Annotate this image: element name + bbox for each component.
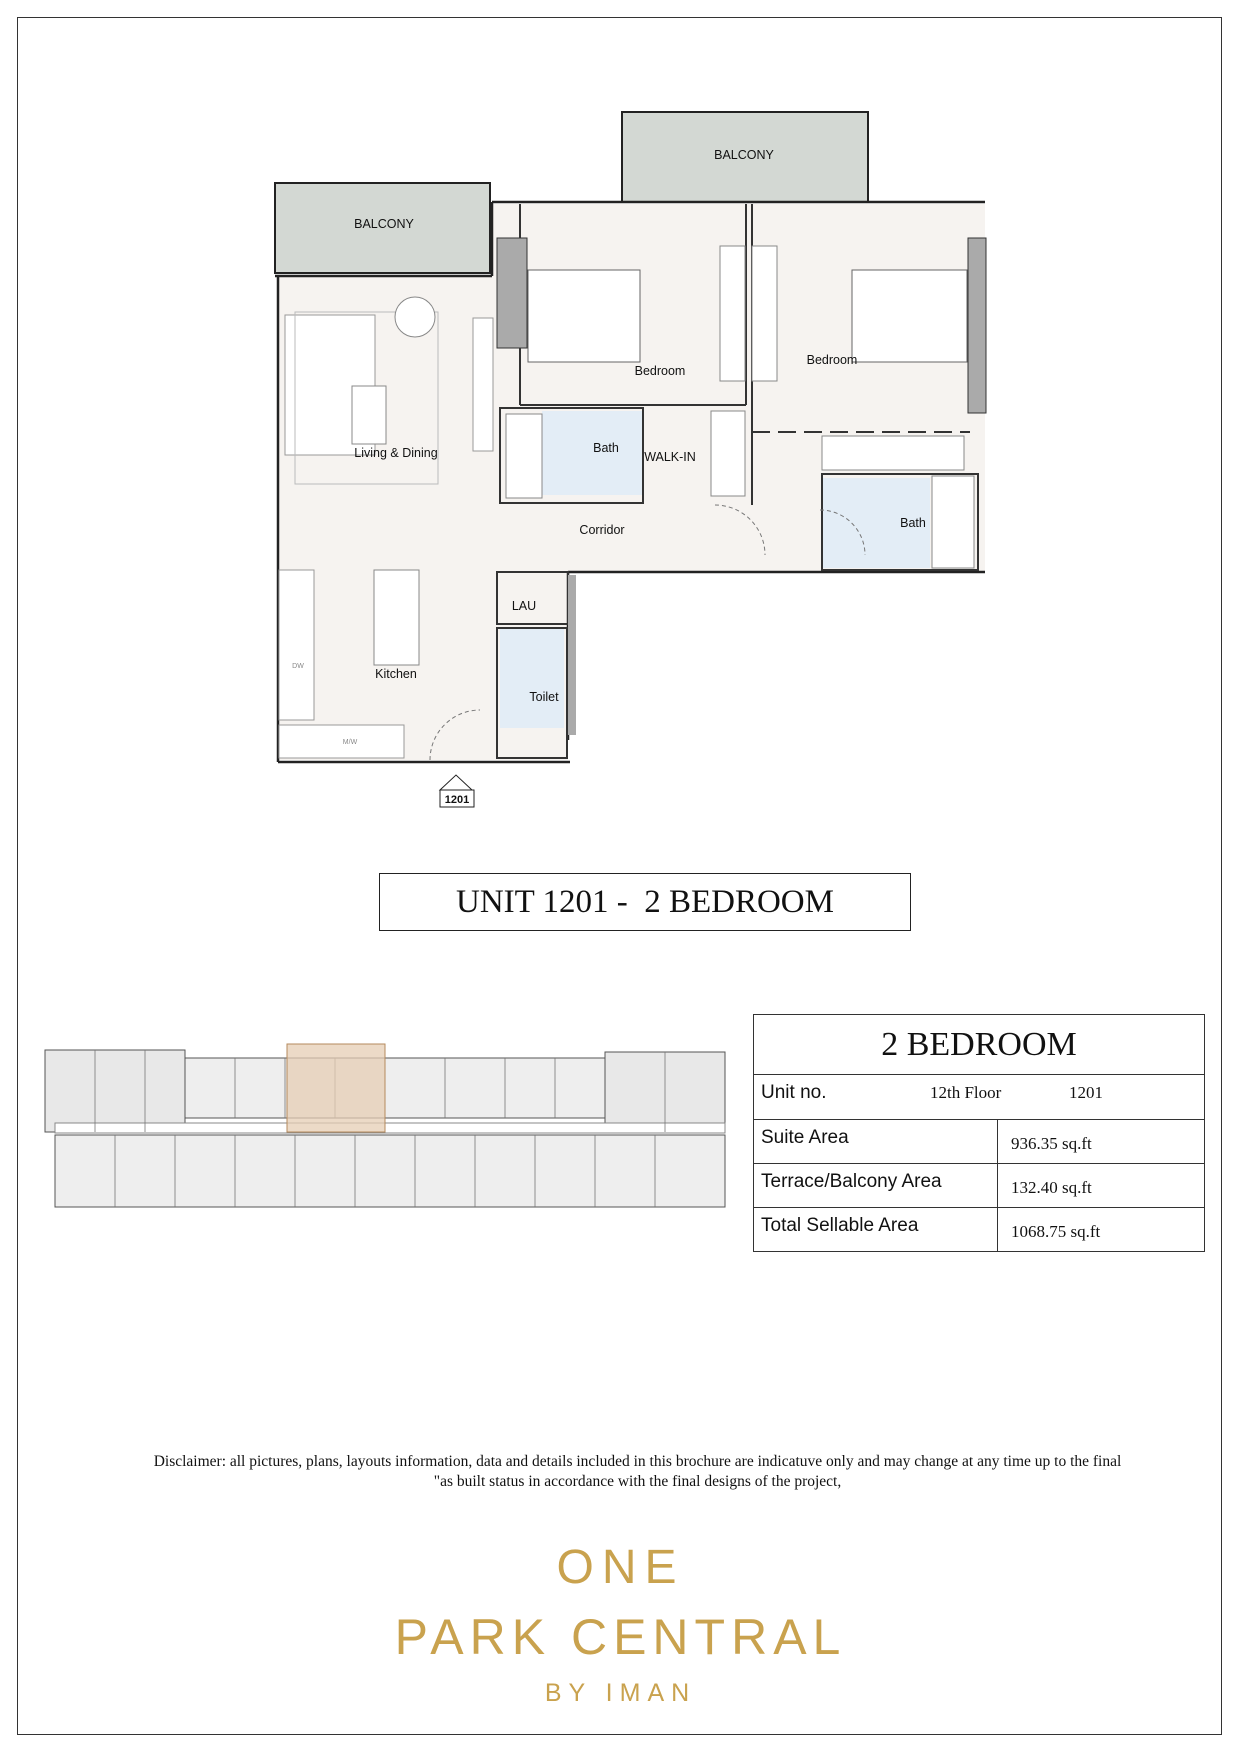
logo-one: ONE bbox=[556, 1541, 685, 1594]
total-area-value: 1068.75 sq.ft bbox=[1011, 1222, 1101, 1241]
structural-column bbox=[497, 238, 527, 348]
unit-floor-plan bbox=[0, 0, 1241, 820]
disclaimer bbox=[60, 1452, 1215, 1492]
tv-unit bbox=[473, 318, 493, 451]
coffee-table bbox=[352, 386, 386, 444]
toilet-tiles bbox=[500, 628, 564, 728]
wardrobe bbox=[720, 246, 745, 381]
unit-no-label: Unit no. bbox=[761, 1082, 827, 1103]
key-plan-lower-row bbox=[55, 1135, 725, 1207]
label-dw: DW bbox=[292, 663, 304, 670]
label-bedroom-2: Bedroom bbox=[806, 353, 858, 367]
bath-1-tiles bbox=[542, 411, 642, 495]
wardrobe bbox=[752, 246, 777, 381]
key-plan-wing-left bbox=[45, 1050, 185, 1132]
building-key-plan bbox=[35, 1040, 735, 1220]
label-walk-in: WALK-IN bbox=[644, 450, 696, 464]
floor-value: 12th Floor bbox=[930, 1083, 1002, 1102]
suite-area-value: 936.35 sq.ft bbox=[1011, 1134, 1092, 1153]
bed bbox=[852, 270, 967, 362]
table-row bbox=[754, 1163, 1204, 1207]
disclaimer-line-1: Disclaimer: all pictures, plans, layouts information, data and details included in this brochure are indicatuve only and may change at any time up to the final bbox=[153, 1453, 1122, 1470]
label-bath-2: Bath bbox=[900, 516, 926, 530]
kitchen-counter bbox=[279, 570, 314, 720]
logo-by-iman: BY IMAN bbox=[544, 1679, 697, 1707]
balcony-area-value: 132.40 sq.ft bbox=[1011, 1178, 1092, 1197]
label-bath-1: Bath bbox=[593, 441, 619, 455]
label-living-dining: Living & Dining bbox=[354, 446, 438, 460]
label-balcony-right: BALCONY bbox=[714, 148, 774, 162]
table-row bbox=[754, 1119, 1204, 1163]
wardrobe bbox=[711, 411, 745, 496]
dining-table bbox=[374, 570, 419, 665]
label-lau: LAU bbox=[511, 599, 537, 613]
wardrobe bbox=[822, 436, 964, 470]
bathtub bbox=[932, 476, 974, 568]
structural-column bbox=[968, 238, 986, 413]
unit-no-value: 1201 bbox=[1069, 1083, 1103, 1102]
balcony-area-label: Terrace/Balcony Area bbox=[761, 1171, 942, 1192]
bed bbox=[528, 270, 640, 362]
logo-park-central: PARK CENTRAL bbox=[394, 1609, 847, 1665]
key-plan-upper-row bbox=[185, 1058, 605, 1118]
disclaimer-line-2: "as built status in accordance with the final designs of the project, bbox=[433, 1473, 842, 1490]
unit-tag: 1201 bbox=[444, 794, 470, 806]
structural-column bbox=[568, 575, 576, 735]
label-balcony-left: BALCONY bbox=[354, 217, 414, 231]
suite-area-label: Suite Area bbox=[761, 1127, 849, 1148]
table-row bbox=[754, 1207, 1204, 1251]
unit-info-table bbox=[753, 1014, 1205, 1252]
total-area-label: Total Sellable Area bbox=[761, 1215, 919, 1236]
kitchen-counter bbox=[279, 725, 404, 758]
table-row-unit bbox=[754, 1074, 1204, 1119]
key-plan-corridor bbox=[55, 1123, 725, 1133]
label-corridor: Corridor bbox=[579, 523, 625, 537]
table-heading: 2 BEDROOM bbox=[881, 1025, 1077, 1063]
label-mw: M/W bbox=[342, 739, 358, 746]
unit-title: UNIT 1201 - 2 BEDROOM bbox=[379, 873, 911, 931]
bathtub bbox=[506, 414, 542, 498]
label-bedroom-1: Bedroom bbox=[634, 364, 686, 378]
key-plan-highlighted-unit bbox=[287, 1044, 385, 1132]
entrance-marker bbox=[440, 775, 472, 790]
label-toilet: Toilet bbox=[529, 690, 559, 704]
label-kitchen: Kitchen bbox=[375, 667, 417, 681]
armchair bbox=[395, 297, 435, 337]
